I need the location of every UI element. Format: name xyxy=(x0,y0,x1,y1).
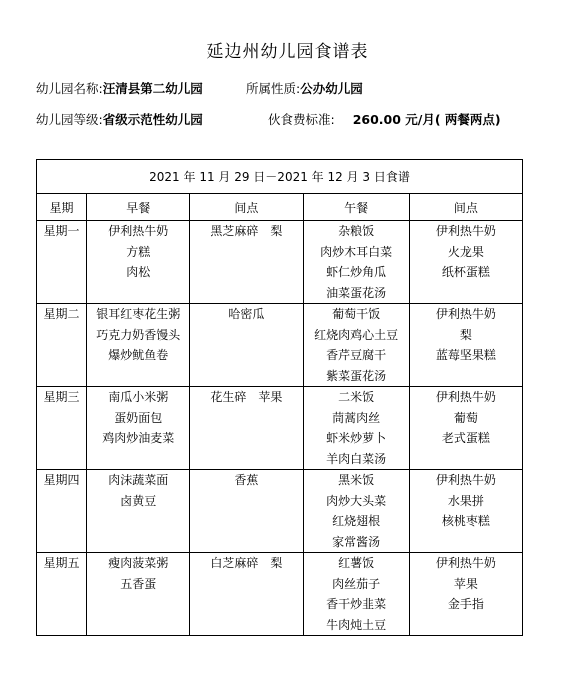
header-lunch: 午餐 xyxy=(303,194,409,221)
dish-item: 红烧肉鸡心土豆 xyxy=(314,327,399,342)
snack-morning-cell xyxy=(190,304,303,387)
dish-item: 蓝莓坚果糕 xyxy=(435,348,496,362)
breakfast-cell xyxy=(87,221,190,304)
dish-item: 香干炒韭菜 xyxy=(326,597,387,611)
kindergarten-type-value: 公办幼儿园 xyxy=(300,81,363,96)
meal-fee xyxy=(268,111,501,129)
dish-item: 五香蛋 xyxy=(120,576,157,591)
breakfast-cell xyxy=(87,304,190,387)
dish-item: 肉丝茄子 xyxy=(332,576,381,591)
snack-afternoon-cell xyxy=(409,221,522,304)
menu-header-row xyxy=(37,194,523,221)
header-breakfast: 早餐 xyxy=(87,194,190,221)
dish-item: 香芹豆腐干 xyxy=(326,348,387,362)
menu-row xyxy=(37,553,523,636)
menu-body xyxy=(37,221,523,636)
dish-item: 杂粮饭 xyxy=(338,224,375,238)
dish-item: 苹果 xyxy=(453,576,478,591)
kindergarten-level-label: 幼儿园等级: xyxy=(36,112,103,127)
meal-fee-label: 伙食费标准: xyxy=(268,112,335,127)
dish-item: 花生碎 苹果 xyxy=(210,390,283,404)
dish-item: 肉炒木耳白菜 xyxy=(320,244,393,259)
dish-item: 肉炒大头菜 xyxy=(326,493,387,508)
dish-item: 爆炒鱿鱼卷 xyxy=(108,348,169,362)
breakfast-cell xyxy=(87,470,190,553)
dish-item: 紫菜蛋花汤 xyxy=(326,368,387,383)
menu-row xyxy=(37,387,523,470)
dish-item: 牛肉炖土豆 xyxy=(326,617,387,632)
kindergarten-name-value: 汪清县第二幼儿园 xyxy=(102,81,203,96)
dish-item: 肉松 xyxy=(126,265,151,279)
dish-item: 方糕 xyxy=(126,244,151,259)
dish-item: 家常酱汤 xyxy=(332,534,381,549)
menu-row xyxy=(37,304,523,387)
dish-item: 伊利热牛奶 xyxy=(435,307,496,321)
header-day: 星期 xyxy=(37,194,87,221)
dish-item: 哈密瓜 xyxy=(228,307,265,321)
dish-item: 黑米饭 xyxy=(338,473,375,487)
dish-item: 伊利热牛奶 xyxy=(108,224,169,238)
dish-item: 白芝麻碎 梨 xyxy=(210,556,283,570)
dish-item: 肉沫蔬菜面 xyxy=(108,473,169,487)
header-snack-afternoon: 间点 xyxy=(409,194,522,221)
dish-item: 黑芝麻碎 梨 xyxy=(210,224,283,238)
dish-item: 南瓜小米粥 xyxy=(108,390,169,404)
dish-item: 香蕉 xyxy=(234,473,259,487)
header-snack-morning: 间点 xyxy=(190,194,303,221)
dish-item: 葡萄 xyxy=(453,410,478,425)
menu-caption-row xyxy=(37,160,523,194)
snack-morning-cell xyxy=(190,553,303,636)
kindergarten-name xyxy=(36,80,203,98)
day-cell: 星期五 xyxy=(37,553,87,636)
dish-item: 伊利热牛奶 xyxy=(435,473,496,487)
dish-item: 油菜蛋花汤 xyxy=(326,285,387,300)
dish-item: 鸡肉炒油麦菜 xyxy=(102,431,175,445)
day-cell: 星期三 xyxy=(37,387,87,470)
snack-afternoon-cell xyxy=(409,304,522,387)
dish-item: 核桃枣糕 xyxy=(441,514,490,528)
menu-caption: 2021 年 11 月 29 日－2021 年 12 月 3 日食谱 xyxy=(37,160,523,194)
dish-item: 虾仁炒角瓜 xyxy=(326,265,387,279)
dish-item: 银耳红枣花生粥 xyxy=(96,307,181,321)
meal-fee-value: 260.00 元/月( 两餐两点) xyxy=(352,112,501,127)
dish-item: 茼蒿肉丝 xyxy=(332,410,381,425)
dish-item: 瘦肉菠菜粥 xyxy=(108,556,169,570)
day-cell: 星期二 xyxy=(37,304,87,387)
day-cell: 星期四 xyxy=(37,470,87,553)
dish-item: 羊肉白菜汤 xyxy=(326,451,387,466)
kindergarten-level xyxy=(36,111,203,129)
dish-item: 卤黄豆 xyxy=(120,493,157,508)
lunch-cell xyxy=(303,304,409,387)
dish-item: 水果拼 xyxy=(447,493,484,508)
dish-item: 红烧翅根 xyxy=(332,514,381,528)
dish-item: 老式蛋糕 xyxy=(441,431,490,445)
dish-item: 金手指 xyxy=(447,597,484,611)
day-cell: 星期一 xyxy=(37,221,87,304)
breakfast-cell xyxy=(87,553,190,636)
dish-item: 巧克力奶香馒头 xyxy=(96,327,181,342)
dish-item: 二米饭 xyxy=(338,390,375,404)
menu-row xyxy=(37,470,523,553)
kindergarten-type-label: 所属性质: xyxy=(246,81,301,96)
lunch-cell xyxy=(303,470,409,553)
snack-afternoon-cell xyxy=(409,553,522,636)
kindergarten-level-value: 省级示范性幼儿园 xyxy=(102,112,203,127)
page-title: 延边州幼儿园食谱表 xyxy=(206,42,369,62)
dish-item: 伊利热牛奶 xyxy=(435,224,496,238)
dish-item: 纸杯蛋糕 xyxy=(441,265,490,279)
snack-afternoon-cell xyxy=(409,470,522,553)
lunch-cell xyxy=(303,387,409,470)
lunch-cell xyxy=(303,553,409,636)
dish-item: 伊利热牛奶 xyxy=(435,390,496,404)
snack-morning-cell xyxy=(190,387,303,470)
dish-item: 红薯饭 xyxy=(338,556,375,570)
snack-morning-cell xyxy=(190,221,303,304)
snack-morning-cell xyxy=(190,470,303,553)
kindergarten-name-label: 幼儿园名称: xyxy=(36,81,103,96)
dish-item: 葡萄干饭 xyxy=(332,307,381,321)
dish-item: 梨 xyxy=(459,327,472,342)
menu-table xyxy=(36,159,523,636)
snack-afternoon-cell xyxy=(409,387,522,470)
dish-item: 虾米炒萝卜 xyxy=(326,431,387,445)
dish-item: 伊利热牛奶 xyxy=(435,556,496,570)
dish-item: 蛋奶面包 xyxy=(114,410,163,425)
breakfast-cell xyxy=(87,387,190,470)
dish-item: 火龙果 xyxy=(447,244,484,259)
kindergarten-type xyxy=(246,80,363,98)
lunch-cell xyxy=(303,221,409,304)
menu-row xyxy=(37,221,523,304)
